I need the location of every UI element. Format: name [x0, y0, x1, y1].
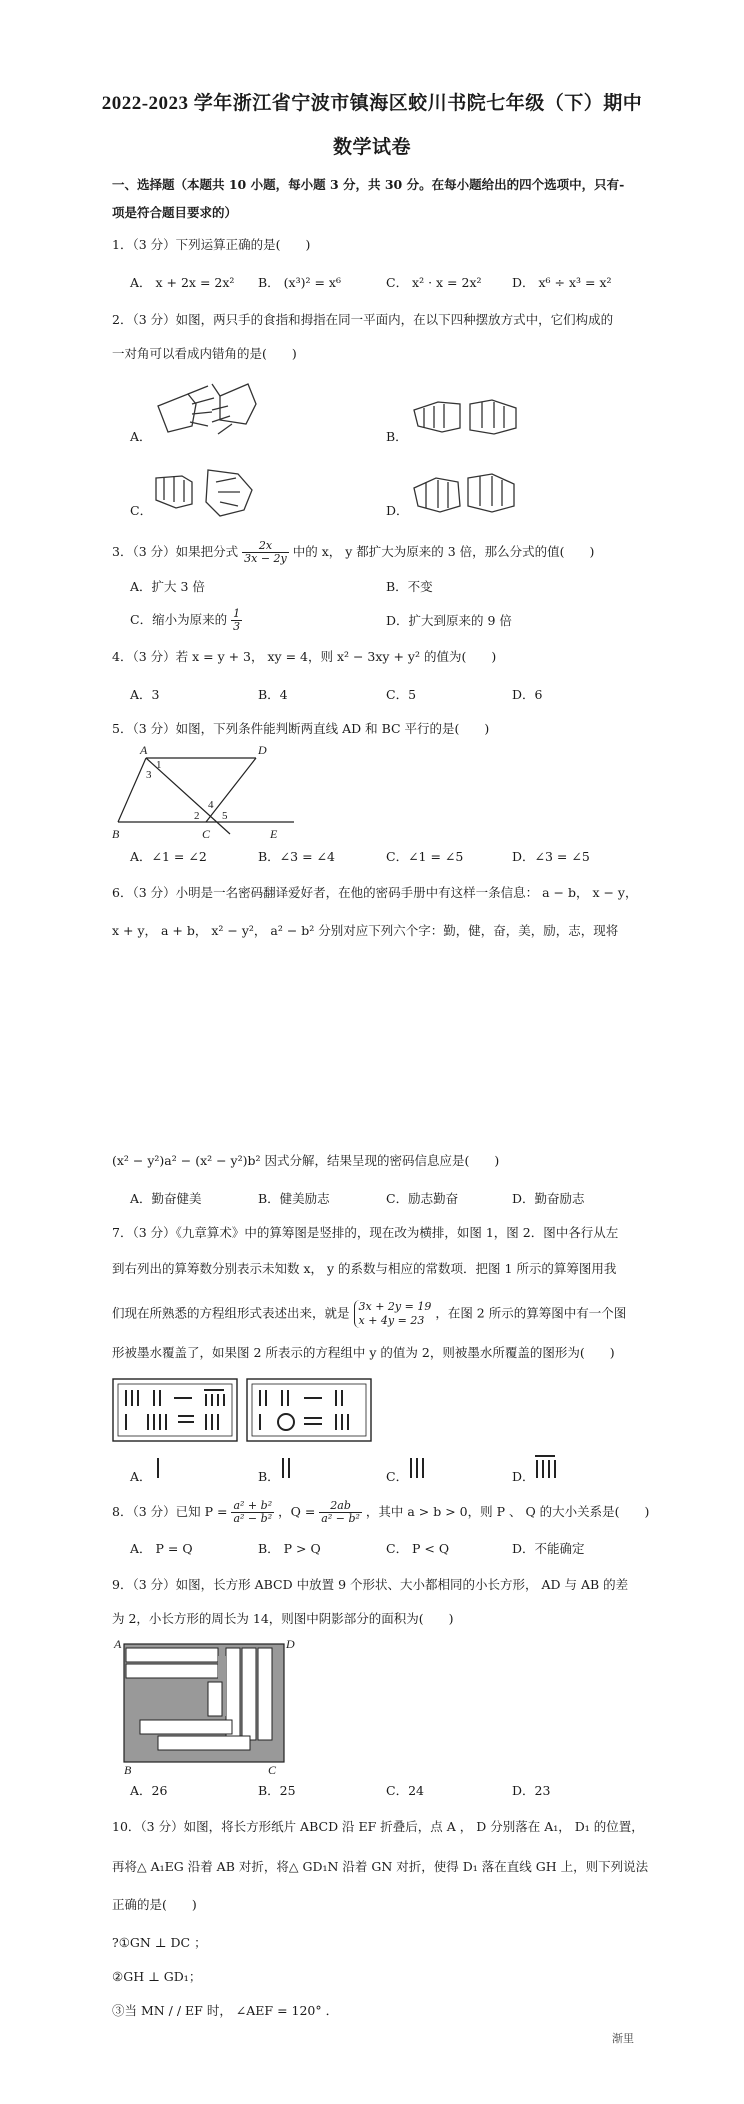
q6-option-d: D．勤奋励志 [512, 1191, 585, 1206]
q3-option-d: D．扩大到原来的 9 倍 [386, 613, 512, 628]
q2-figure-a [150, 376, 260, 446]
q10-stem-cont: 再将△ A₁EG 沿着 AB 对折，将△ GD₁N 沿着 GN 对折，使得 D₁ 落在直线 GH 上，则下列说法 [112, 1859, 649, 1874]
q6-stem-cont2: (x² − y²)a² − (x² − y²)b² 因式分解，结果呈现的密码信息应是( ) [112, 1153, 500, 1168]
q3-fraction [242, 540, 289, 565]
q8-option-c: C． P < Q [386, 1541, 450, 1556]
q1-option-c: C． x² · x = 2x² [386, 275, 482, 290]
q2-figure-d [410, 466, 520, 521]
q5-figure [110, 744, 310, 840]
q1-stem: 1．（3 分）下列运算正确的是( ) [112, 237, 311, 252]
q5-angle-1: 1 [156, 759, 162, 771]
q4-option-a: A．3 [130, 687, 160, 702]
q7-option-b: B． [258, 1469, 280, 1484]
q7-figure-2 [246, 1378, 372, 1442]
q3-stem-prefix: 3．（3 分）如果把分式 [112, 544, 239, 559]
q9-stem: 9．（3 分）如图，长方形 ABCD 中放置 9 个形状、大小都相同的小长方形， AD 与 AB 的差 [112, 1577, 629, 1592]
q8-q-fraction [319, 1500, 362, 1525]
q8-q-den: a² − b² [321, 1512, 360, 1525]
q9-label-b: B [124, 1763, 132, 1776]
q5-option-a: A．∠1 = ∠2 [130, 849, 207, 864]
q8-p-label: P = [204, 1504, 228, 1519]
q9-option-a: A．26 [130, 1783, 168, 1798]
q4-option-d: D．6 [512, 687, 543, 702]
q7-stem-prefix: 们现在所熟悉的方程组形式表述出来，就是 [112, 1305, 350, 1321]
q5-label-e: E [270, 827, 278, 840]
q6-option-b: B．健美励志 [258, 1191, 330, 1206]
q7-stem-cont3: 形被墨水覆盖了，如果图 2 所表示的方程组中 y 的值为 2，则被墨水所覆盖的图形为( ) [112, 1345, 615, 1360]
q7-stem: 7．（3 分）《九章算术》中的算筹图是竖排的，现在改为横排，如图 1，图 2．图中各行从左 [112, 1225, 619, 1240]
q5-angle-4: 4 [208, 799, 214, 811]
q8-option-a: A． P = Q [130, 1541, 193, 1556]
q3-option-c [130, 608, 242, 633]
q9-stem-cont: 为 2，小长方形的周长为 14，则图中阴影部分的面积为( ) [112, 1611, 454, 1626]
q7-option-d-rods [534, 1454, 558, 1480]
section-heading-cont: 项是符合题目要求的） [112, 205, 238, 220]
q5-option-d: D．∠3 = ∠5 [512, 849, 590, 864]
q4-option-b: B．4 [258, 687, 288, 702]
q2-option-c: C． [130, 503, 153, 518]
q5-label-c: C [202, 827, 211, 840]
q5-angle-2: 2 [194, 810, 200, 822]
q8-stem-prefix: 8．（3 分）已知 [112, 1504, 201, 1519]
q10-statement-3: ③当 MN / / EF 时， ∠AEF = 120° ． [112, 2003, 339, 2018]
q7-option-c-rods [408, 1456, 428, 1480]
q9-label-d: D [286, 1637, 295, 1651]
q5-stem: 5．（3 分）如图，下列条件能判断两直线 AD 和 BC 平行的是( ) [112, 721, 490, 736]
q5-angle-5: 5 [222, 810, 228, 822]
q2-option-b: B． [386, 429, 408, 444]
q9-option-b: B．25 [258, 1783, 296, 1798]
q5-option-b: B．∠3 = ∠4 [258, 849, 335, 864]
q8-q-label: ，Q = [278, 1504, 316, 1519]
q2-stem-cont: 一对角可以看成内错角的是( ) [112, 346, 297, 361]
q2-option-d: D． [386, 503, 409, 518]
q1-option-d: D． x⁶ ÷ x³ = x² [512, 275, 612, 290]
q7-option-c: C． [386, 1469, 409, 1484]
q5-label-b: B [112, 827, 120, 840]
q6-option-a: A．勤奋健美 [130, 1191, 202, 1206]
q7-option-a-rods [154, 1456, 164, 1480]
q8-option-d: D．不能确定 [512, 1541, 585, 1556]
q3-option-c-den: 3 [233, 620, 241, 633]
q3-stem-suffix: 中的 x， y 都扩大为原来的 3 倍，那么分式的值( ) [292, 544, 595, 559]
q7-option-b-rods [280, 1456, 294, 1480]
q8-p-num: a² + b² [233, 1499, 273, 1512]
q5-option-c: C．∠1 = ∠5 [386, 849, 464, 864]
q10-statement-1: ?①GN ⊥ DC ； [112, 1935, 207, 1950]
q8-option-b: B． P > Q [258, 1541, 321, 1556]
q1-option-a: A． x + 2x = 2x² [130, 275, 235, 290]
q9-option-d: D．23 [512, 1783, 551, 1798]
q10-stem-cont2: 正确的是( ) [112, 1897, 197, 1912]
q3-option-c-num: 1 [233, 607, 241, 620]
q2-figure-b [410, 390, 520, 445]
q7-option-a: A． [130, 1469, 152, 1484]
q9-label-a: A [114, 1637, 122, 1651]
q3-fraction-num: 2x [242, 540, 289, 553]
q9-figure [112, 1636, 298, 1776]
q4-stem: 4．（3 分）若 x = y + 3， xy = 4，则 x² − 3xy + y² 的值为( ) [112, 649, 497, 664]
q6-option-c: C．励志勤奋 [386, 1191, 459, 1206]
q7-equation-2: x + 4y = 23 [358, 1314, 425, 1327]
q3-stem [112, 540, 594, 565]
q8-p-fraction [231, 1500, 274, 1525]
q10-stem: 10．（3 分）如图，将长方形纸片 ABCD 沿 EF 折叠后，点 A ， D 分别落在 A₁， D₁ 的位置， [112, 1819, 644, 1834]
q2-option-a: A． [130, 429, 152, 444]
q3-fraction-den: 3x − 2y [244, 552, 287, 565]
q3-option-c-fraction [231, 608, 242, 633]
section-heading: 一、选择题（本题共 10 小题，每小题 3 分，共 30 分。在每小题给出的四个选项中，只有- [112, 177, 625, 192]
q7-stem-suffix: ，在图 2 所示的算筹图中有一个图 [435, 1305, 627, 1321]
q5-label-a: A [140, 744, 148, 757]
q8-stem [112, 1500, 649, 1525]
q9-option-c: C．24 [386, 1783, 424, 1798]
q2-figure-c [150, 460, 260, 520]
q3-option-a: A．扩大 3 倍 [130, 579, 205, 594]
q8-q-num: 2ab [319, 1500, 362, 1513]
q7-figure-1 [112, 1378, 238, 1442]
q4-option-c: C．5 [386, 687, 417, 702]
q2-stem: 2．（3 分）如图，两只手的食指和拇指在同一平面内，在以下四种摆放方式中，它们构成的 [112, 312, 614, 327]
q7-equation-1: 3x + 2y = 19 [358, 1300, 432, 1313]
q8-stem-suffix: ，其中 a > b > 0，则 P 、 Q 的大小关系是( ) [365, 1504, 650, 1519]
q7-stem-cont2 [112, 1300, 626, 1328]
page-watermark: 渐里 [612, 2032, 634, 2045]
exam-title-line2: 数学试卷 [332, 137, 411, 158]
q8-p-den: a² − b² [233, 1512, 273, 1525]
q1-option-b: B． (x³)² = x⁶ [258, 275, 341, 290]
q3-option-c-text: C．缩小为原来的 [130, 612, 228, 627]
q7-stem-cont: 到右列出的算筹数分别表示未知数 x， y 的系数与相应的常数项．把图 1 所示的算筹图用我 [112, 1261, 617, 1276]
q6-stem: 6．（3 分）小明是一名密码翻译爱好者，在他的密码手册中有这样一条信息： a − b， x − y， [112, 885, 638, 900]
q7-option-d: D． [512, 1469, 535, 1484]
q9-label-c: C [268, 1763, 277, 1776]
q10-statement-2: ②GH ⊥ GD₁； [112, 1969, 202, 1984]
q7-equation-system [354, 1300, 432, 1328]
q5-angle-3: 3 [146, 769, 152, 781]
q5-label-d: D [258, 744, 267, 757]
exam-title-line1: 2022-2023 学年浙江省宁波市镇海区蛟川书院七年级（下）期中 [101, 93, 643, 114]
q6-stem-cont: x + y， a + b， x² − y²， a² − b² 分别对应下列六个字：勤，健，奋，美，励，志，现将 [112, 923, 619, 938]
q3-option-b: B．不变 [386, 579, 433, 594]
